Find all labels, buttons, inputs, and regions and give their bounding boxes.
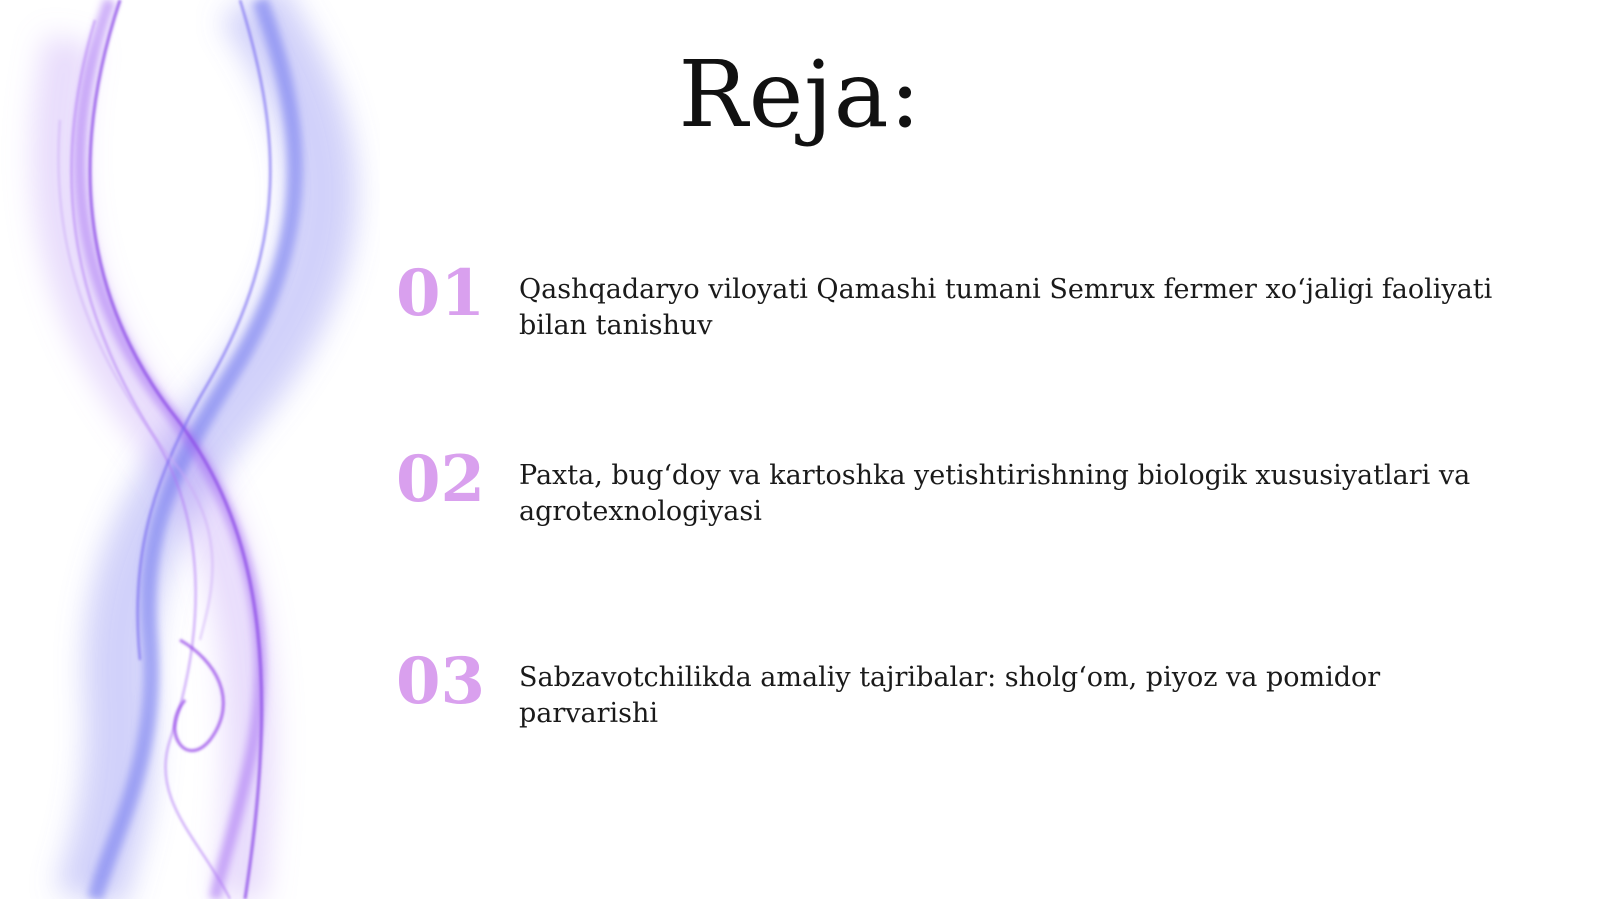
plan-item-number: 03 bbox=[396, 644, 486, 719]
smoke-decoration bbox=[0, 0, 380, 899]
plan-item-text: Sabzavotchilikda amaliy tajribalar: sholg‘om, piyoz va pomidor parvarishi bbox=[519, 662, 1381, 729]
plan-item-text: Paxta, bug‘doy va kartoshka yetishtirishning biologik xususiyatlari va agrotexnologiyasi bbox=[519, 460, 1471, 527]
slide-title: Reja: bbox=[678, 41, 922, 148]
plan-item-number: 01 bbox=[396, 256, 486, 331]
plan-item-number: 02 bbox=[396, 442, 486, 517]
plan-item-text: Qashqadaryo viloyati Qamashi tumani Semrux fermer xo‘jaligi faoliyati bilan tanishuv bbox=[519, 274, 1493, 341]
